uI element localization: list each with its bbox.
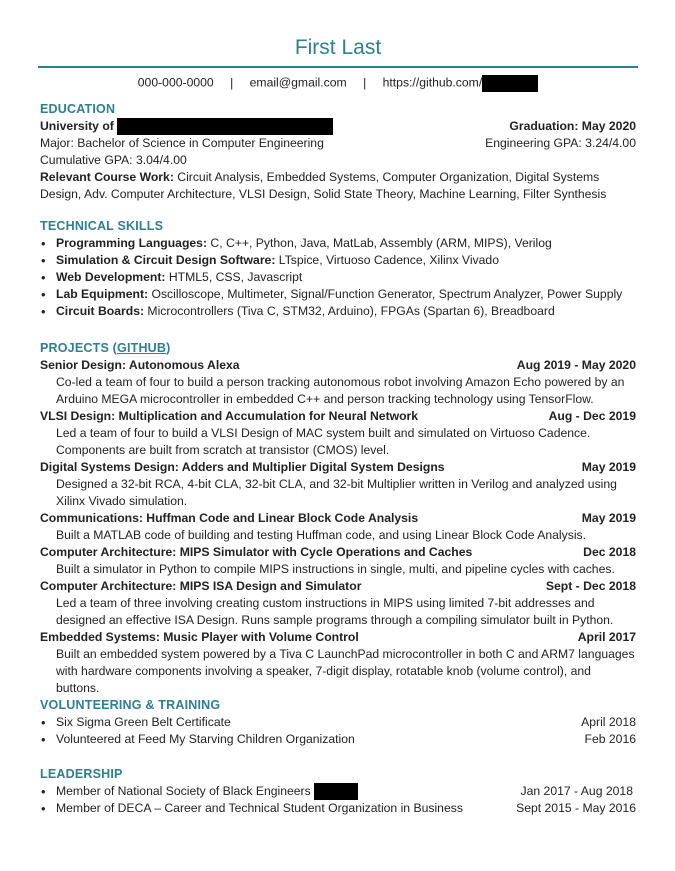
university: University of [40,119,114,133]
redaction-bar [117,118,333,135]
skill-item: • Web Development: HTML5, CSS, Javascript [40,269,636,286]
github-link[interactable]: https://github.com/ [382,75,483,90]
skill-item: • Programming Languages: C, C++, Python, Java, MatLab, Assembly (ARM, MIPS), Verilog [40,235,636,252]
project-name: Computer Architecture: MIPS ISA Design and Simulator [40,579,362,593]
skill-item: • Lab Equipment: Oscilloscope, Multimeter, Signal/Function Generator, Spectrum Analyzer, Power Supply [40,286,636,303]
project-name: Communications: Huffman Code and Linear Block Code Analysis [40,511,419,525]
cumulative-gpa: Cumulative GPA: 3.04/4.00 [40,153,187,167]
section-title: EDUCATION [40,102,116,116]
section-title: LEADERSHIP [40,767,123,781]
leadership-item: • Member of DECA – Career and Technical Student Organization in Business Sept 2015 - May 2016 [40,800,636,817]
section-title: PROJECTS (GITHUB) [40,341,171,355]
engineering-gpa: Engineering GPA: 3.24/4.00 [485,136,636,150]
volunteering-item: • Six Sigma Green Belt Certificate April 2018 [40,714,636,731]
separator: | [230,75,234,90]
project-description: Built an embedded system powered by a Tiva C LaunchPad microcontroller in both C and ARM7 languages with hardware components involving a speaker, 7-digit display, rotatable knob (volume control), and buttons. [56,647,635,695]
leadership-item: • Member of National Society of Black Engineers Jan 2017 - Aug 2018 [40,783,636,800]
coursework-continued: Design, Adv. Computer Architecture, VLSI Design, Solid State Theory, Machine Learning, Filter Synthesis [40,187,607,201]
project-name: Digital Systems Design: Adders and Multiplier Digital System Designs [40,460,445,474]
project-item [40,357,636,408]
project-date: May 2019 [581,460,636,474]
project-description: Built a MATLAB code of building and testing Huffman code, and using Linear Block Code Analysis. [56,528,587,542]
graduation-date: Graduation: May 2020 [509,119,636,133]
skills-list [40,235,636,320]
resume-name: First Last [294,36,382,59]
project-date: May 2019 [581,511,636,525]
education-section [40,101,636,203]
redaction-bar [482,75,538,92]
project-description: Designed a 32-bit RCA, 4-bit CLA, 32-bit CLA, and 32-bit Multiplier written in Verilog and analyzed using Xilinx Vivado simulation. [56,477,617,508]
leadership-list [40,783,636,817]
project-date: April 2017 [577,630,636,644]
project-description: Co-led a team of four to build a person tracking autonomous robot involving Amazon Echo powered by an Arduino MEGA microcontroller in embedded C++ and person tracking technology using TensorFlow. [56,375,625,406]
project-item [40,578,636,629]
education-row [40,118,636,135]
major: Major: Bachelor of Science in Computer Engineering [40,136,324,150]
contact-line [0,75,676,92]
projects-list [40,357,636,697]
project-date: Dec 2018 [583,545,636,559]
phone: 000-000-0000 [137,75,214,90]
redaction-bar [314,783,358,800]
project-name: Senior Design: Autonomous Alexa [40,358,240,372]
project-description: Built a simulator in Python to compile MIPS instructions in single, multi, and pipeline cycles with caches. [56,562,615,576]
project-description: Led a team of four to build a VLSI Design of MAC system built and simulated on Virtuoso Cadence. Components are built from scratch at transistor (CMOS) level. [56,426,591,457]
email[interactable]: email@gmail.com [249,75,347,90]
section-title: TECHNICAL SKILLS [40,219,164,233]
section-title: VOLUNTEERING & TRAINING [40,698,221,712]
project-description: Led a team of three involving creating custom instructions in MIPS using limited 7-bit addresses and designed an effective ISA Design. Runs sample programs through a compiling simulator built in Python. [56,596,614,627]
volunteering-item: • Volunteered at Feed My Starving Children Organization Feb 2016 [40,731,636,748]
skill-item: • Circuit Boards: Microcontrollers (Tiva C, STM32, Arduino), FPGAs (Spartan 6), Breadboard [40,303,636,320]
project-date: Aug 2019 - May 2020 [516,358,636,372]
project-name: Embedded Systems: Music Player with Volume Control [40,630,359,644]
project-item [40,544,636,578]
skills-section [40,218,636,320]
project-item [40,629,636,697]
github-projects-link[interactable]: GITHUB [117,341,167,355]
coursework: Relevant Course Work: Circuit Analysis, Embedded Systems, Computer Organization, Digital Systems [40,170,600,184]
project-item [40,459,636,510]
project-date: Aug - Dec 2019 [548,409,636,423]
project-name: Computer Architecture: MIPS Simulator with Cycle Operations and Caches [40,545,473,559]
volunteering-list [40,714,636,748]
projects-section [40,340,636,697]
separator: | [363,75,367,90]
leadership-section [40,766,636,817]
volunteering-section [40,697,636,748]
project-item [40,408,636,459]
education-row [40,135,636,152]
project-item [40,510,636,544]
project-name: VLSI Design: Multiplication and Accumulation for Neural Network [40,409,419,423]
skill-item: • Simulation & Circuit Design Software: LTspice, Virtuoso Cadence, Xilinx Vivado [40,252,636,269]
header-divider [38,66,638,68]
project-date: Sept - Dec 2018 [545,579,636,593]
